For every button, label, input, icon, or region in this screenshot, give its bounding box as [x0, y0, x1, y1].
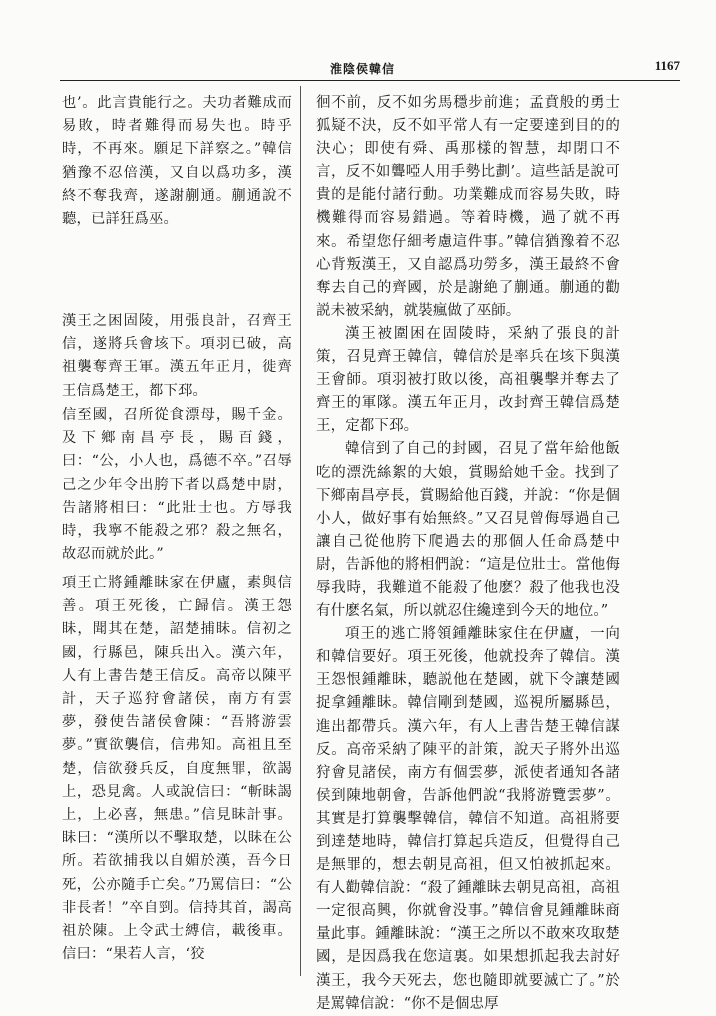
- translation-paragraph: 項王的逃亡將領鍾離眛家住在伊廬，一向和韓信要好。項王死後，他就投奔了韓信。漢王怨恨鍾離眛，聽説他在楚國，就下令讓楚國捉拿鍾離眛。韓信剛到楚國，巡視所屬縣邑，進出都帶兵。漢六年，有人上書告楚王韓信謀反。高帝采納了陳平的計策，說天子將外出巡狩會見諸侯，南方有個雲夢，派使者通知各諸侯到陳地朝會，告訴他們說“我將游覽雲夢”。其實是打算襲擊韓信，韓信不知道。高祖將要到達楚地時，韓信打算起兵造反，但覺得自己是無罪的，想去朝見高祖，但又怕被抓起來。有人勸韓信說：“殺了鍾離眛去朝見高祖，高祖一定很高興，你就會没事。”韓信會見鍾離眛商量此事。鍾離眛說：“漢王之所以不敢來攻取楚國，是因爲我在您這裏。如果想抓起我去討好漢王，我今天死去，您也隨即就要滅亡了。”於是罵韓信說：“你不是個忠厚: [316, 626, 620, 1012]
- translation-column: [316, 92, 620, 1016]
- original-paragraph: 信至國，召所從食漂母，賜千金。及下鄉南昌亭長，賜百錢，曰：“公，小人也，爲德不卒。”召辱己之少年令出胯下者以爲楚中尉，告諸將相曰：“此壯士也。方辱我時，我寧不能殺之邪？殺之無名，故忍而就於此。”: [62, 407, 292, 563]
- page-number: 1167: [654, 58, 680, 73]
- original-paragraph: 漢王之困固陵，用張良計，召齊王信，遂將兵會垓下。項羽已破，高祖襲奪齊王軍。漢五年正月，徙齊王信爲楚王，都下邳。: [62, 313, 292, 399]
- page-header: [60, 56, 680, 80]
- running-title: 淮陰侯韓信: [330, 62, 396, 76]
- translation-paragraph: 徊不前，反不如劣馬穩步前進；孟賁般的勇士狐疑不決，反不如平常人有一定要達到目的的決心；即使有舜、禹那樣的智慧，却閉口不言，反不如聾啞人用手勢比劃’。這些話是說可貴的是能付諸行動。功業難成而容易失敗，時機難得而容易錯過。等着時機，過了就不再來。希望您仔細考慮這件事。”韓信猶豫着不忍心背叛漢王，又自認爲功勞多，漢王最終不會奪去自己的齊國，於是謝絶了蒯通。蒯通的勸説未被采納，就裝瘋做了巫師。: [316, 95, 620, 319]
- column-divider: [300, 86, 301, 976]
- translation-paragraph: 韓信到了自己的封國，召見了當年給他飯吃的漂洗絲絮的大娘，賞賜給她千金。找到了下鄉南昌亭長，賞賜給他百錢，并說：“你是個小人，做好事有始無終。”又召見曾侮辱過自己讓自己從他胯下爬過去的那個人任命爲楚中尉，告訴他的將相們說：“這是位壯士。當他侮辱我時，我難道不能殺了他麽？殺了他我也没有什麽名氣，所以就忍住纔達到今天的地位。”: [316, 441, 620, 620]
- original-paragraph: 也’。此言貴能行之。夫功者難成而易敗，時者難得而易失也。時乎時，不再來。願足下詳察之。”韓信猶豫不忍倍漢，又自以爲功多，漢終不奪我齊，遂謝蒯通。蒯通說不聽，已詳狂爲巫。: [62, 95, 292, 228]
- header-rule: [60, 80, 680, 81]
- original-paragraph: 項王亡將鍾離眛家在伊廬，素與信善。項王死後，亡歸信。漢王怨眛，聞其在楚，詔楚捕眛。信初之國，行縣邑，陳兵出入。漢六年，人有上書告楚王信反。高帝以陳平計，天子巡狩會諸侯，南方有雲夢，發使告諸侯會陳：“吾將游雲夢。”實欲襲信，信弗知。高祖且至楚，信欲發兵反，自度無罪，欲謁上，恐見禽。人或說信曰：“斬眛謁上，上必喜，無患。”信見眛計事。眛曰：“漢所以不擊取楚，以眛在公所。若欲捕我以自媚於漢，吾今日死，公亦隨手亡矣。”乃罵信曰：“公非長者！”卒自剄。信持其首，謁高祖於陳。上令武士縛信，載後車。信曰：“果若人言，‘狡: [62, 575, 292, 963]
- translation-paragraph: 漢王被圍困在固陵時，采納了張良的計策，召見齊王韓信，韓信於是率兵在垓下與漢王會師。項羽被打敗以後，高祖襲擊并奪去了齊王的軍隊。漢五年正月，改封齊王韓信爲楚王，定都下邳。: [316, 325, 620, 435]
